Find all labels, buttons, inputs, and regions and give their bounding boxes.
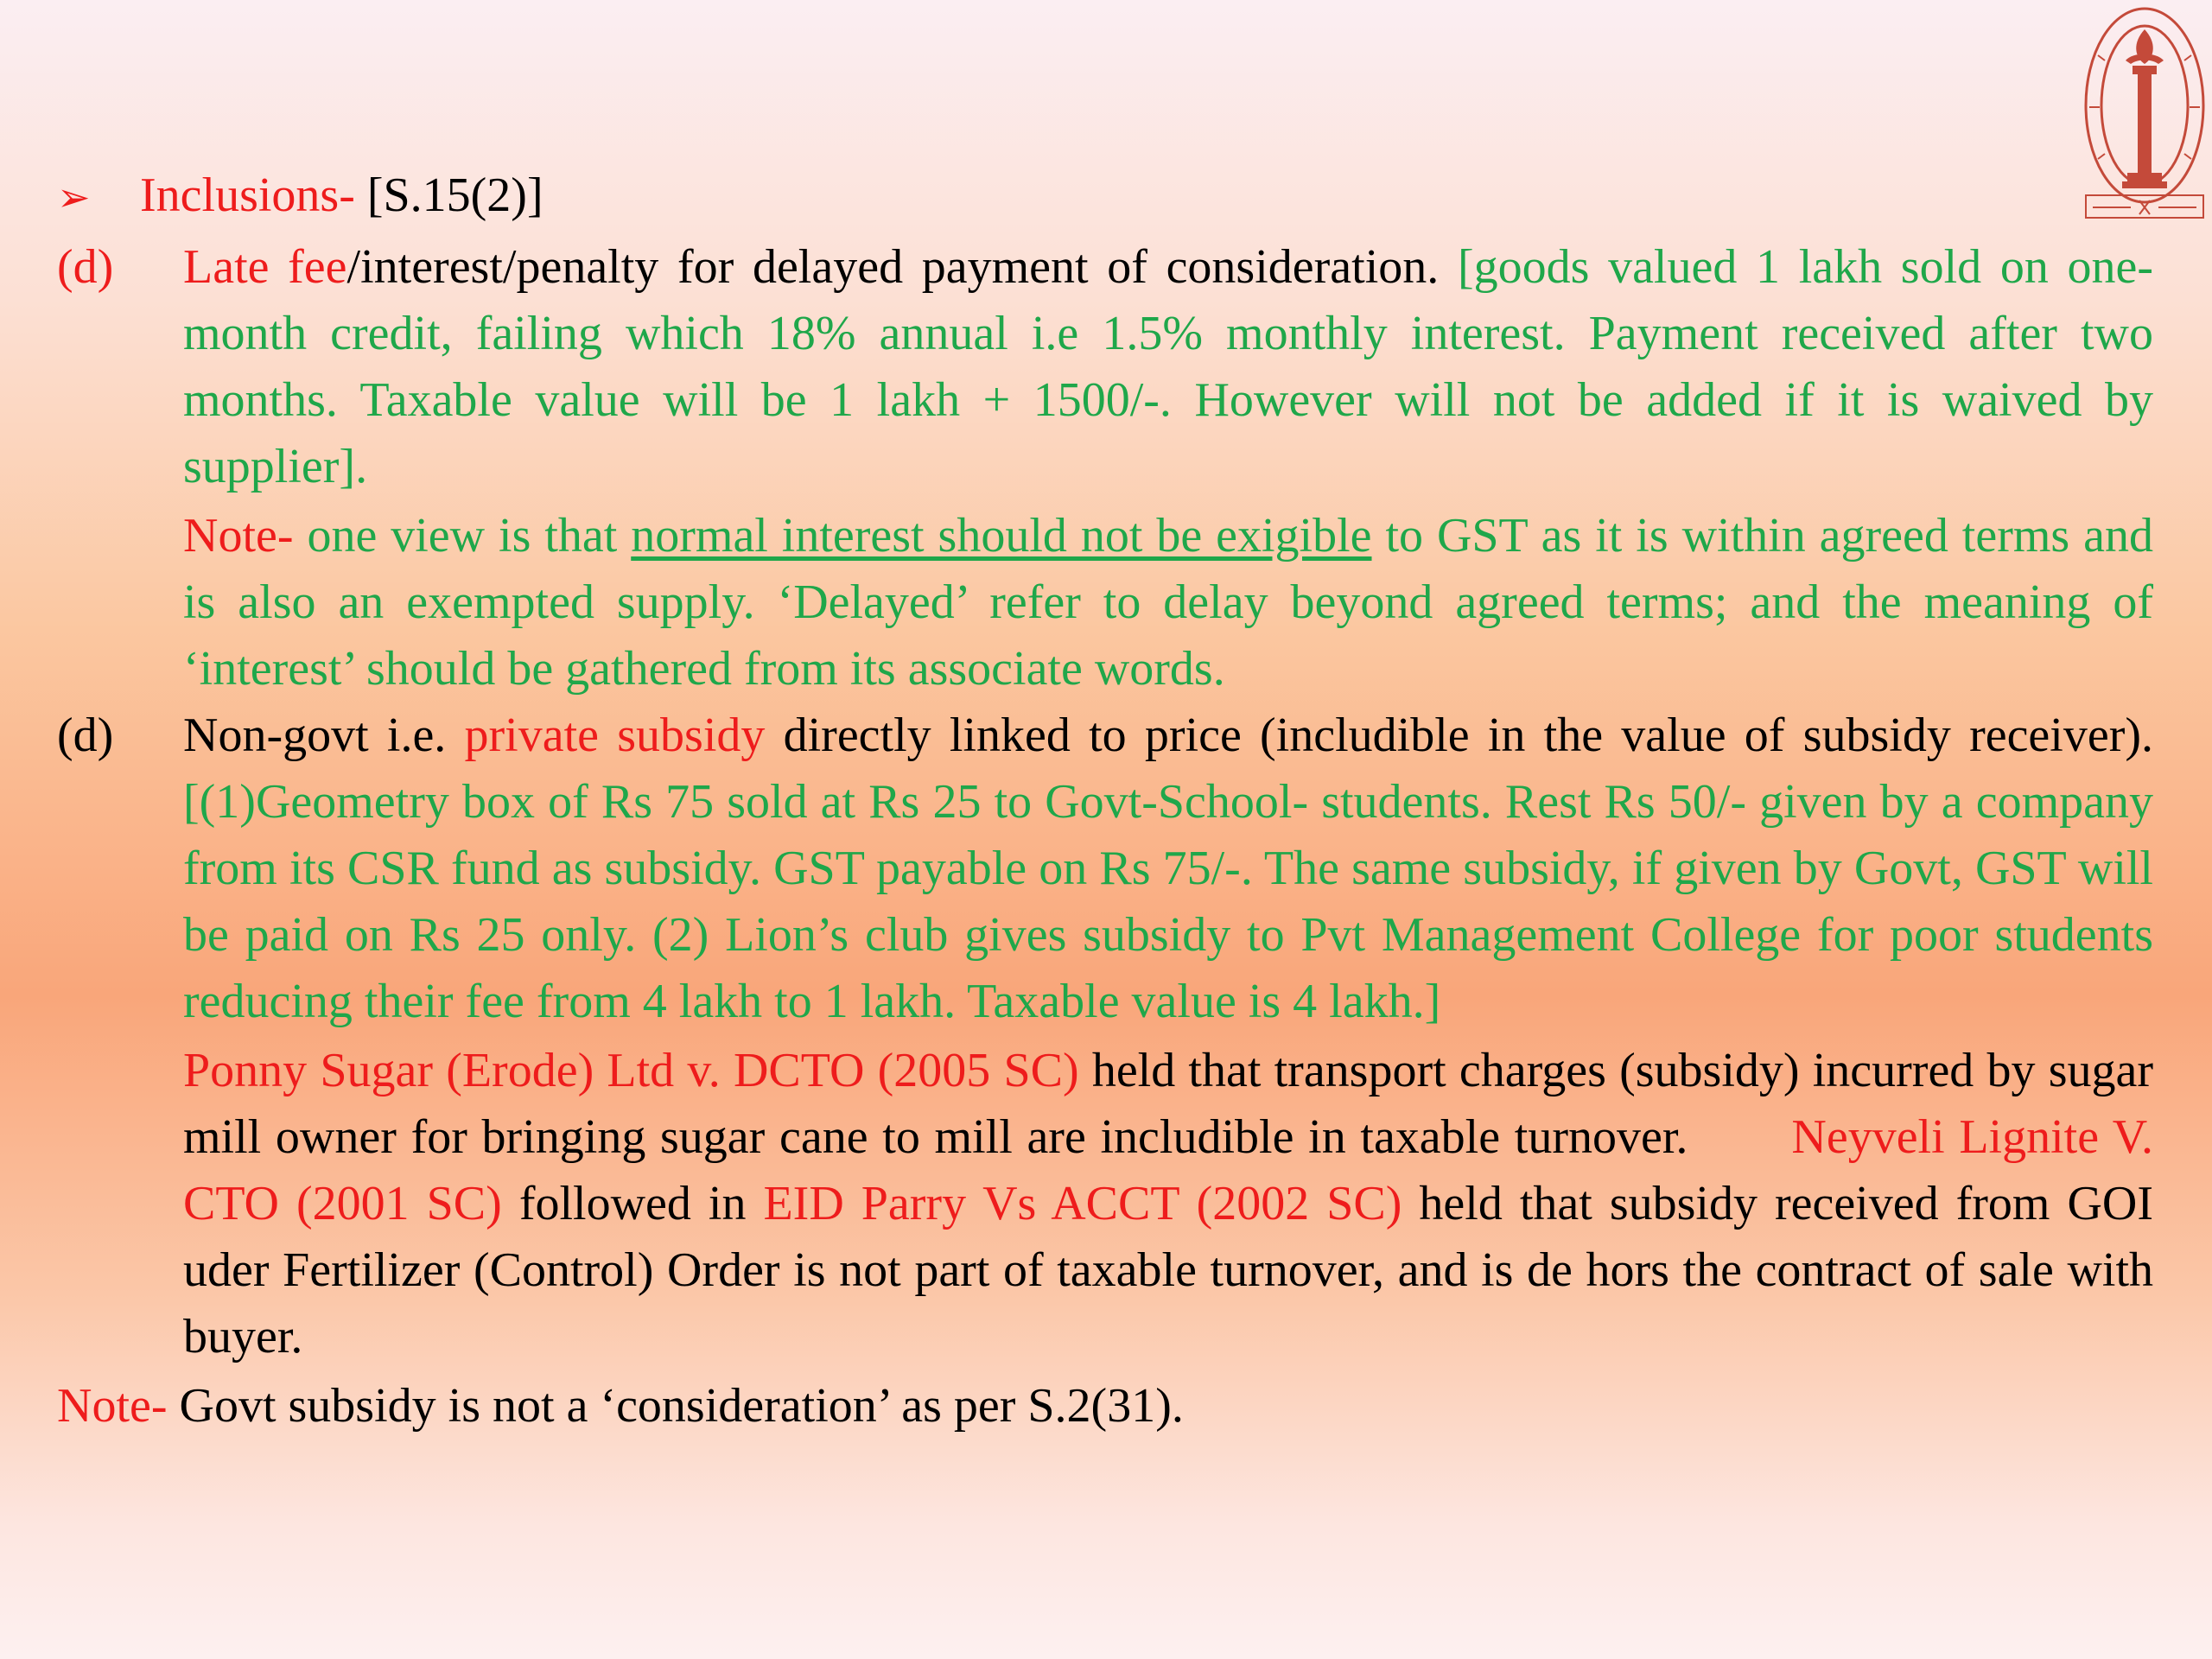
final-note-text: Govt subsidy is not a ‘consideration’ as per S.2(31). <box>167 1379 1184 1433</box>
item-marker: (d) <box>57 240 114 294</box>
item-body <box>183 234 2153 702</box>
slide-content <box>57 162 2153 1440</box>
final-note-label: Note- <box>57 1379 168 1433</box>
case-citation: Ponny Sugar (Erode) Ltd v. DCTO (2005 SC) <box>183 1044 1079 1097</box>
arrow-bullet-icon: ➢ <box>57 174 91 220</box>
subsidy-text-pre: Non-govt i.e. <box>183 709 465 762</box>
final-note <box>57 1373 2153 1440</box>
heading-label: Inclusions- <box>140 168 355 222</box>
interest-note-paragraph <box>183 503 2153 702</box>
case-text: held that subsidy received from GOI uder Fertilizer (Control) Order is not part of taxable turnover, and is de hors the contract of sale with buyer. <box>183 1177 2154 1363</box>
item-marker: (d) <box>57 709 114 762</box>
item-late-fee <box>57 234 2153 702</box>
late-fee-paragraph <box>183 234 2153 500</box>
heading-ref: [S.15(2)] <box>354 168 543 222</box>
note-underlined-text: normal interest should not be exigible <box>631 509 1372 563</box>
item-body <box>183 702 2153 1370</box>
heading <box>57 162 2153 231</box>
note-label: Note- <box>183 509 294 563</box>
note-text-post: to GST as it is within agreed terms and is also an exempted supply. ‘Delayed’ refer to delay beyond agreed terms; and the meaning of ‘interest’ should be gathered from its associate words. <box>183 509 2153 696</box>
subsidy-paragraph <box>183 702 2153 1035</box>
late-fee-text: /interest/penalty for delayed payment of consideration. <box>346 240 1458 294</box>
note-text-pre: one view is that <box>293 509 632 563</box>
subsidy-highlight: private subsidy <box>464 709 766 762</box>
case-citation: EID Parry Vs ACCT (2002 SC) <box>763 1177 1402 1230</box>
subsidy-text-post: directly linked to price (includible in the value of subsidy receiver). <box>765 709 2153 762</box>
late-fee-lead: Late fee <box>183 240 347 294</box>
case-text: followed in <box>501 1177 764 1230</box>
late-fee-example: [goods valued 1 lakh sold on one-month credit, failing which 18% annual i.e 1.5% monthly interest. Payment received after two months. Taxable value will be 1 lakh + 1500/-. However will not be added if it is waived by supplier]. <box>183 240 2154 493</box>
subsidy-example: [(1)Geometry box of Rs 75 sold at Rs 25 to Govt-School- students. Rest Rs 50/- given by a company from its CSR fund as subsidy. GST payable on Rs 75/-. The same subsidy, if given by Govt, GST will be paid on Rs 25 only. (2) Lion’s club gives subsidy to Pvt Management College for poor students reducing their fee from 4 lakh to 1 lakh. Taxable value is 4 lakh.] <box>183 775 2153 1028</box>
case-law-paragraph <box>183 1038 2153 1370</box>
case-text: held that transport charges (subsidy) incurred by sugar mill owner for bringing sugar cane to mill are includible in taxable turnover. <box>183 1044 2154 1164</box>
case-citation: Neyveli Lignite V. CTO (2001 SC) <box>183 1110 2153 1230</box>
item-private-subsidy <box>57 702 2153 1370</box>
